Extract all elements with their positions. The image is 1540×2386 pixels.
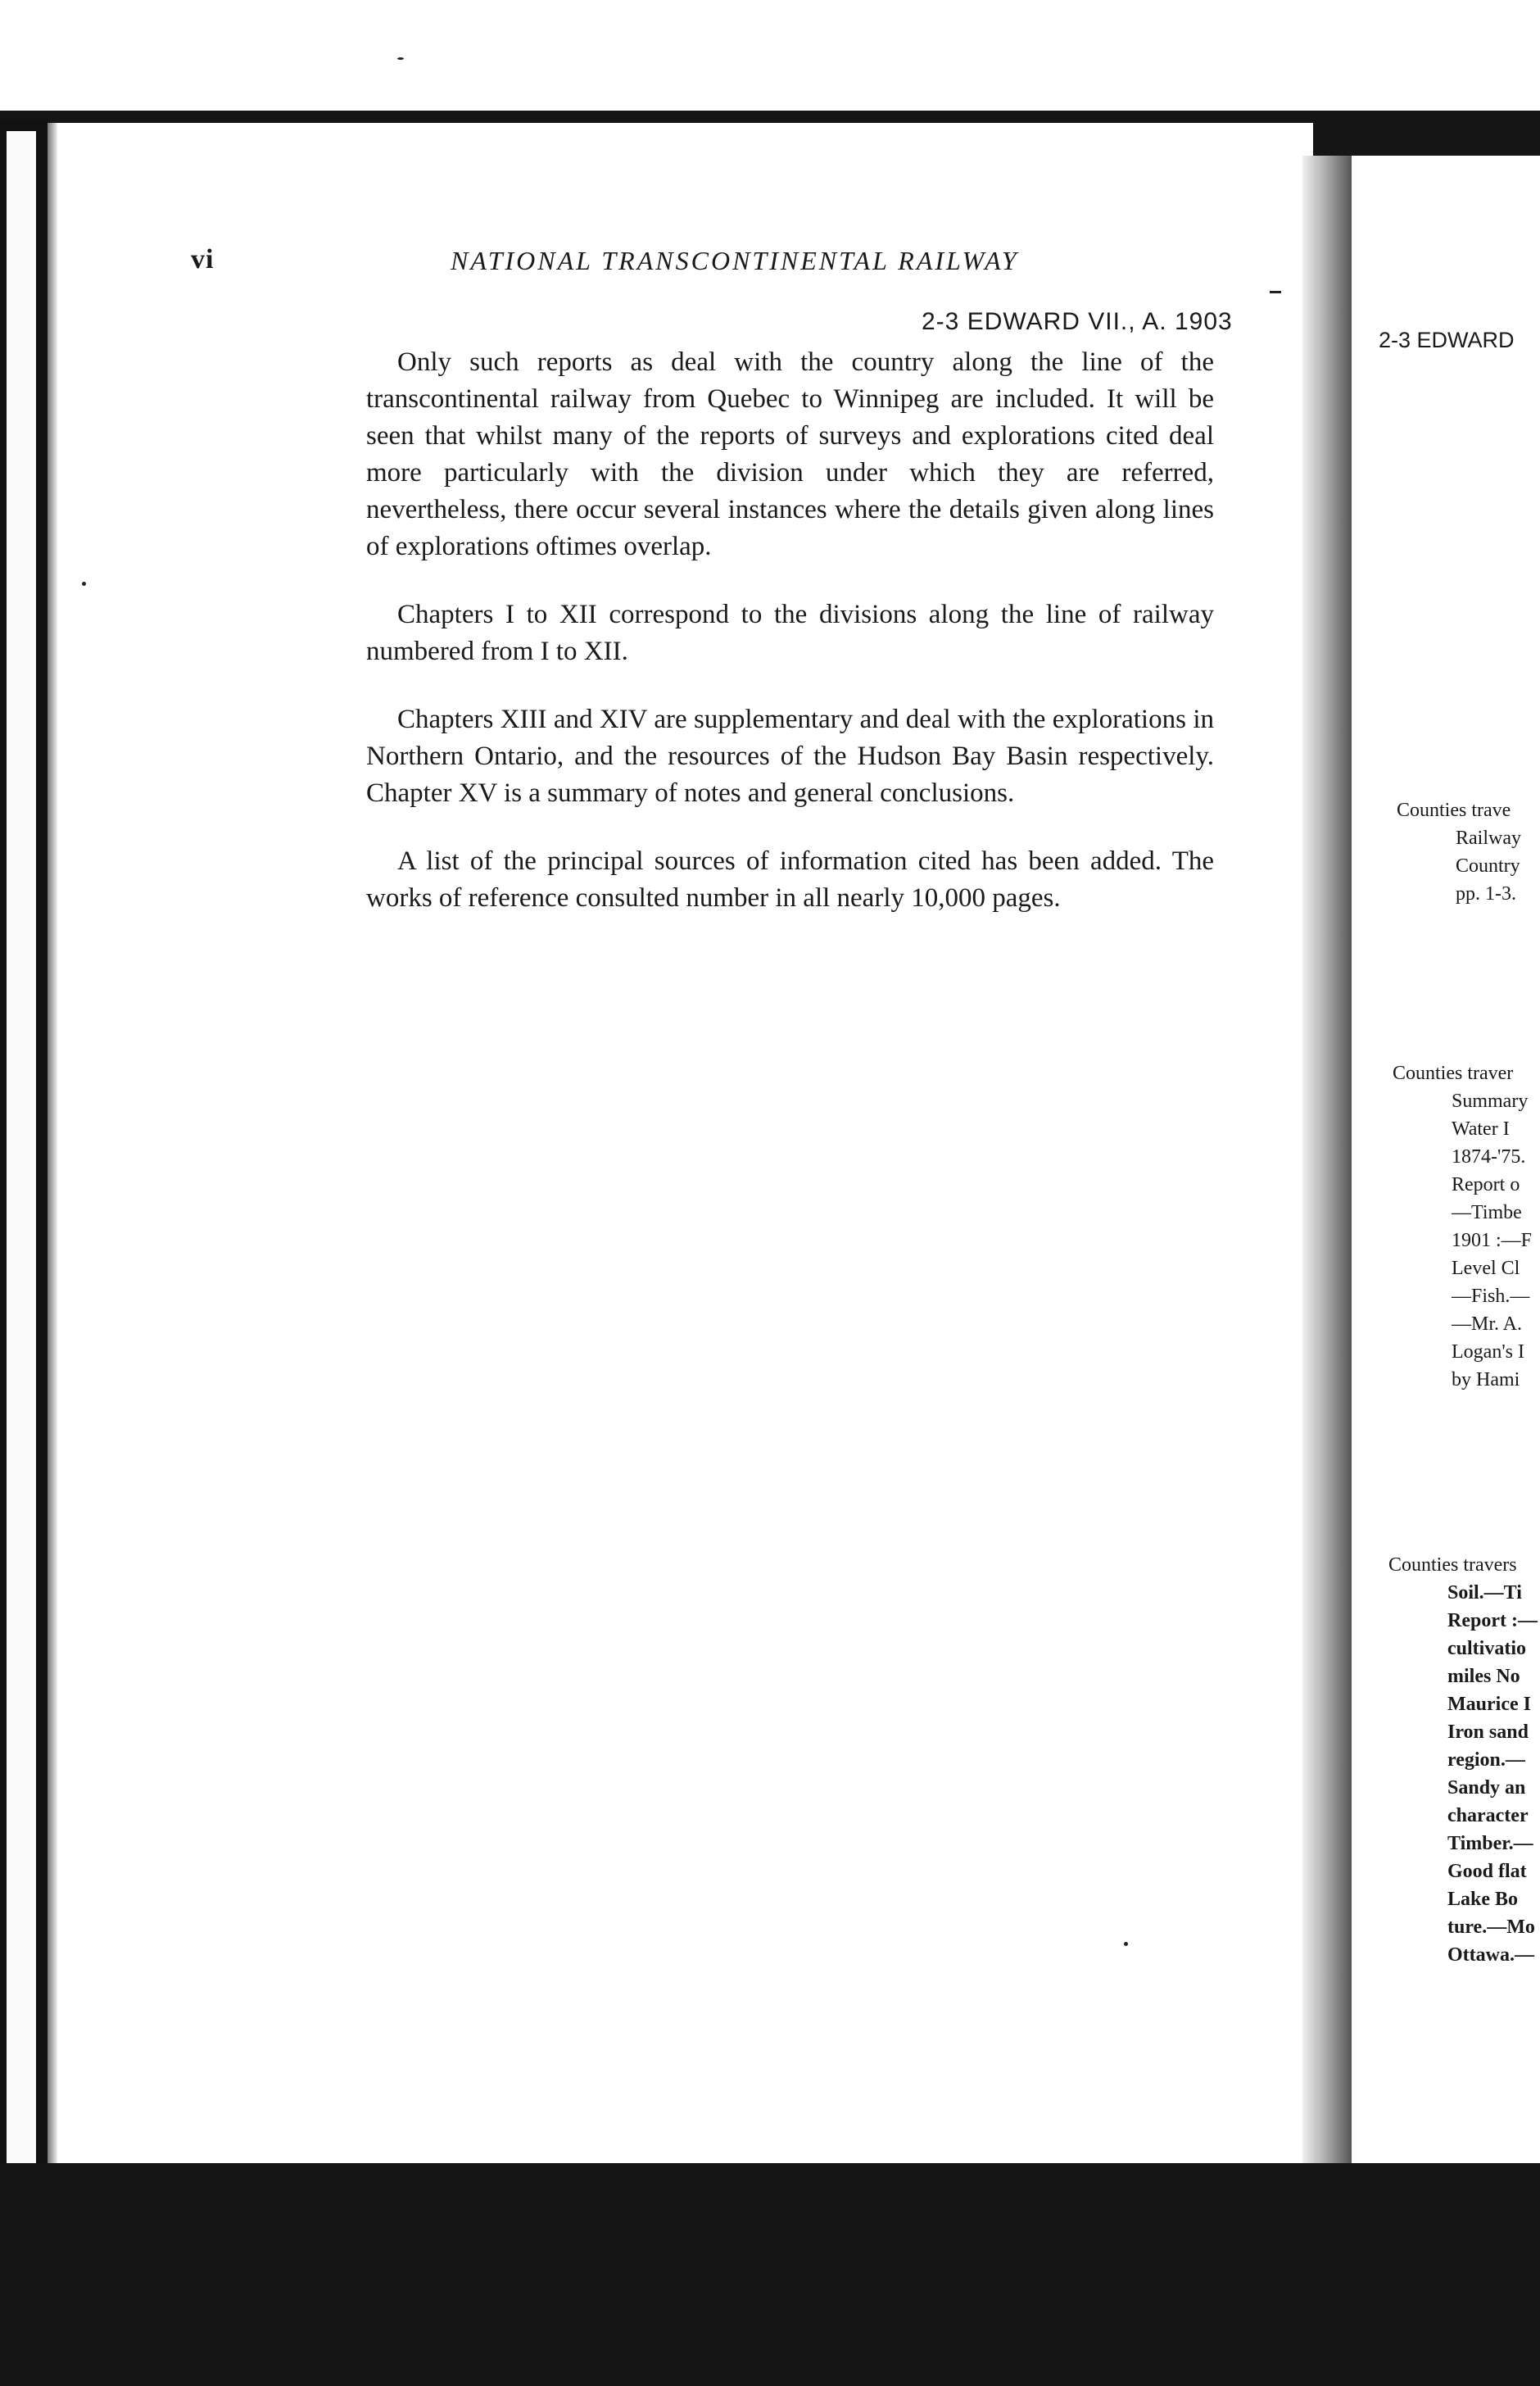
right-page-line: Railway (1456, 828, 1521, 849)
page-number: vi (191, 244, 215, 274)
right-page-line: Soil.—Ti (1447, 1582, 1522, 1604)
paragraph: Chapters I to XII correspond to the divisions along the line of railway numbered from I to XII. (366, 600, 1214, 666)
right-page-line: Counties travers (1388, 1554, 1517, 1576)
scan-speck (82, 582, 86, 586)
right-page-line: Iron sand (1447, 1721, 1529, 1743)
right-page-line: ture.—Mo (1447, 1917, 1535, 1938)
right-page-line: cultivatio (1447, 1638, 1526, 1659)
scan-background-top (0, 0, 1540, 123)
previous-page-edge (7, 131, 36, 2163)
right-page-line: Ottawa.— (1447, 1944, 1534, 1966)
right-page-line: Counties trave (1397, 800, 1511, 821)
right-page-block-1 (1397, 796, 1521, 908)
right-page-line: Counties traver (1393, 1063, 1514, 1084)
book-gutter (1302, 156, 1352, 2163)
right-page-line: Report o (1452, 1174, 1520, 1195)
right-page-line: Level Cl (1452, 1258, 1520, 1279)
right-page-line: —Timbe (1452, 1202, 1522, 1223)
right-page-line: Water I (1452, 1118, 1510, 1140)
right-page-line: Summary (1452, 1091, 1529, 1112)
body-text (366, 344, 1214, 948)
right-page-line: —Fish.— (1452, 1286, 1530, 1307)
right-page-line: character (1447, 1805, 1529, 1826)
right-page-line: by Hami (1452, 1369, 1520, 1390)
paragraph: Chapters XIII and XIV are supplementary and deal with the explorations in Northern Ontario, and the resources of the Hudson Bay Basin respectively. Chapter XV is a summary of notes and general conclusions. (366, 705, 1214, 808)
right-page-line: —Mr. A. (1452, 1313, 1523, 1335)
right-page-line: Country (1456, 855, 1520, 877)
right-page-line: Maurice I (1447, 1694, 1531, 1715)
right-page-block-2 (1393, 1059, 1532, 1394)
session-label: 2-3 EDWARD VII., A. 1903 (922, 308, 1233, 335)
right-page-line: Lake Bo (1447, 1889, 1519, 1910)
right-page-line: Good flat (1447, 1861, 1527, 1882)
right-page-line: 1874-'75. (1452, 1146, 1526, 1168)
right-page-block-3 (1388, 1551, 1538, 1969)
scan-speck (397, 57, 404, 60)
right-page-line: 1901 :—F (1452, 1230, 1533, 1251)
paragraph: Only such reports as deal with the country along the line of the transcontinental railway from Quebec to Winnipeg are included. It will be seen that whilst many of the reports of surveys and explorations cited deal more particularly with the division under which they are referred, nevertheless, there occur several instances where the details given along lines of explorations oftimes overlap. (366, 347, 1214, 561)
right-page-line: pp. 1-3. (1456, 883, 1516, 905)
right-page-line: region.— (1447, 1749, 1525, 1771)
right-page-line: Timber.— (1447, 1833, 1533, 1854)
right-page-line: Sandy an (1447, 1777, 1526, 1799)
page-edge-shadow (48, 123, 57, 2163)
right-page-session-label: 2-3 EDWARD (1379, 328, 1515, 352)
right-page-line: Report :— (1447, 1610, 1538, 1631)
right-page-line: miles No (1447, 1666, 1520, 1687)
scan-border-bottom (0, 2163, 1540, 2386)
paragraph: A list of the principal sources of information cited has been added. The works of reference consulted number in all nearly 10,000 pages. (366, 846, 1214, 913)
running-head: NATIONAL TRANSCONTINENTAL RAILWAY (451, 246, 1019, 275)
right-page-line: Logan's I (1452, 1341, 1524, 1363)
scan-speck (1270, 291, 1281, 293)
scan-speck (1124, 1942, 1128, 1946)
